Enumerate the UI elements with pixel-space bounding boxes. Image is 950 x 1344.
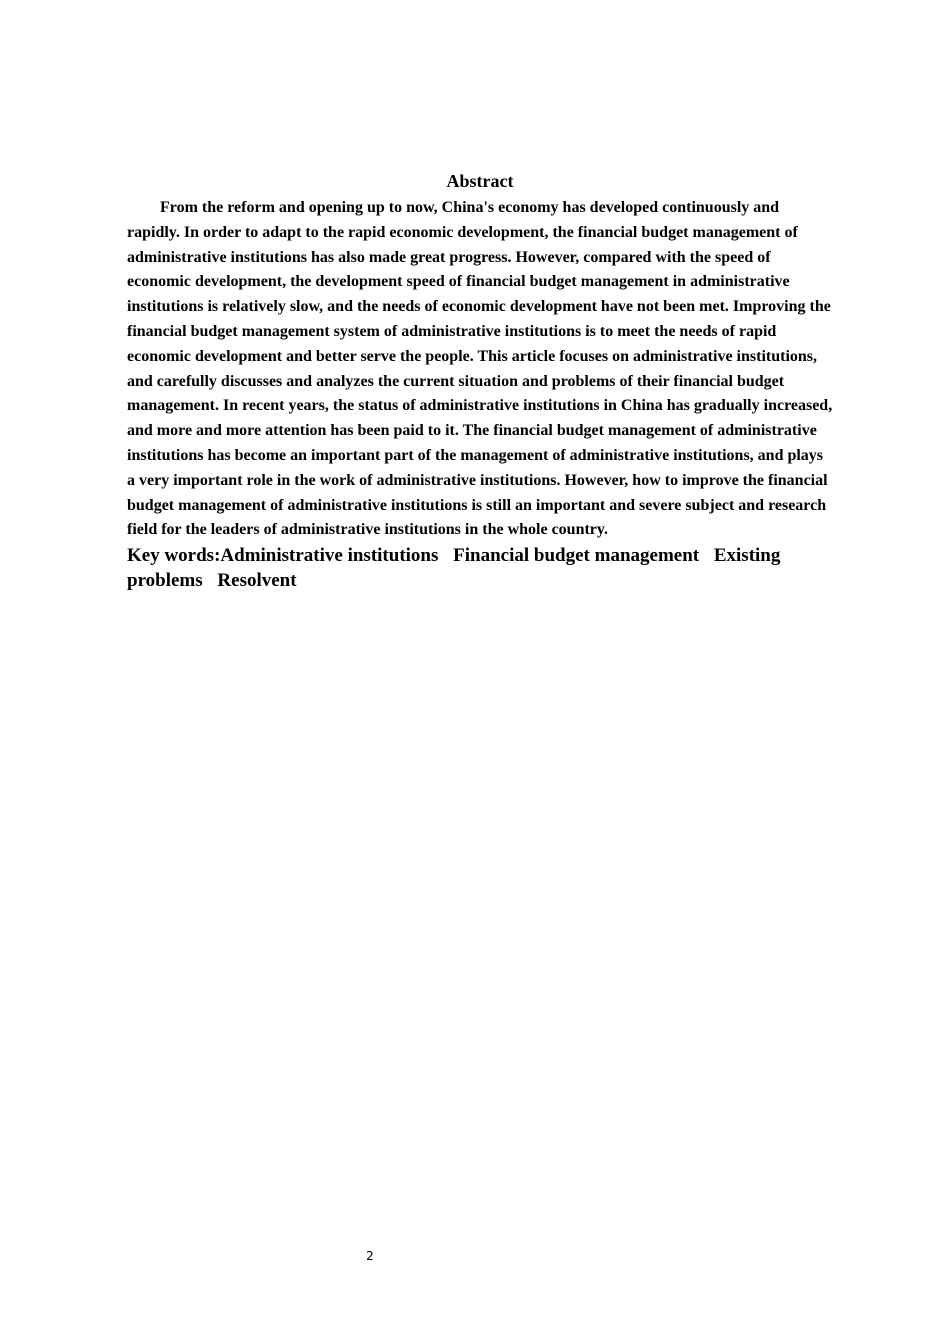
keyword-item: Resolvent [217, 570, 297, 592]
page-number: 2 [366, 1249, 374, 1263]
abstract-section [127, 170, 833, 593]
abstract-paragraph: From the reform and opening up to now, China's economy has developed continuously and rapidly. In order to adapt to the rapid economic development, the financial budget management of administrative institutions has also made great progress. However, compared with the speed of economic development, the development speed of financial budget management in administrative institutions is relatively slow, and the needs of economic development have not been met. Improving the financial budget management system of administrative institutions is to meet the needs of rapid economic development and better serve the people. This article focuses on administrative institutions, and carefully discusses and analyzes the current situation and problems of their financial budget management. In recent years, the status of administrative institutions in China has gradually increased, and more and more attention has been paid to it. The financial budget management of administrative institutions has become an important part of the management of administrative institutions, and plays a very important role in the work of administrative institutions. However, how to improve the financial budget management of administrative institutions is still an important and severe subject and research field for the leaders of administrative institutions in the whole country. [127, 199, 833, 539]
abstract-heading: Abstract [446, 171, 514, 191]
keywords-label: Key words: [127, 545, 221, 567]
keyword-item: Administrative institutions [220, 545, 439, 567]
keywords-line [127, 543, 833, 593]
keyword-item: Existing problems [127, 545, 781, 592]
keyword-item: Financial budget management [453, 545, 700, 567]
